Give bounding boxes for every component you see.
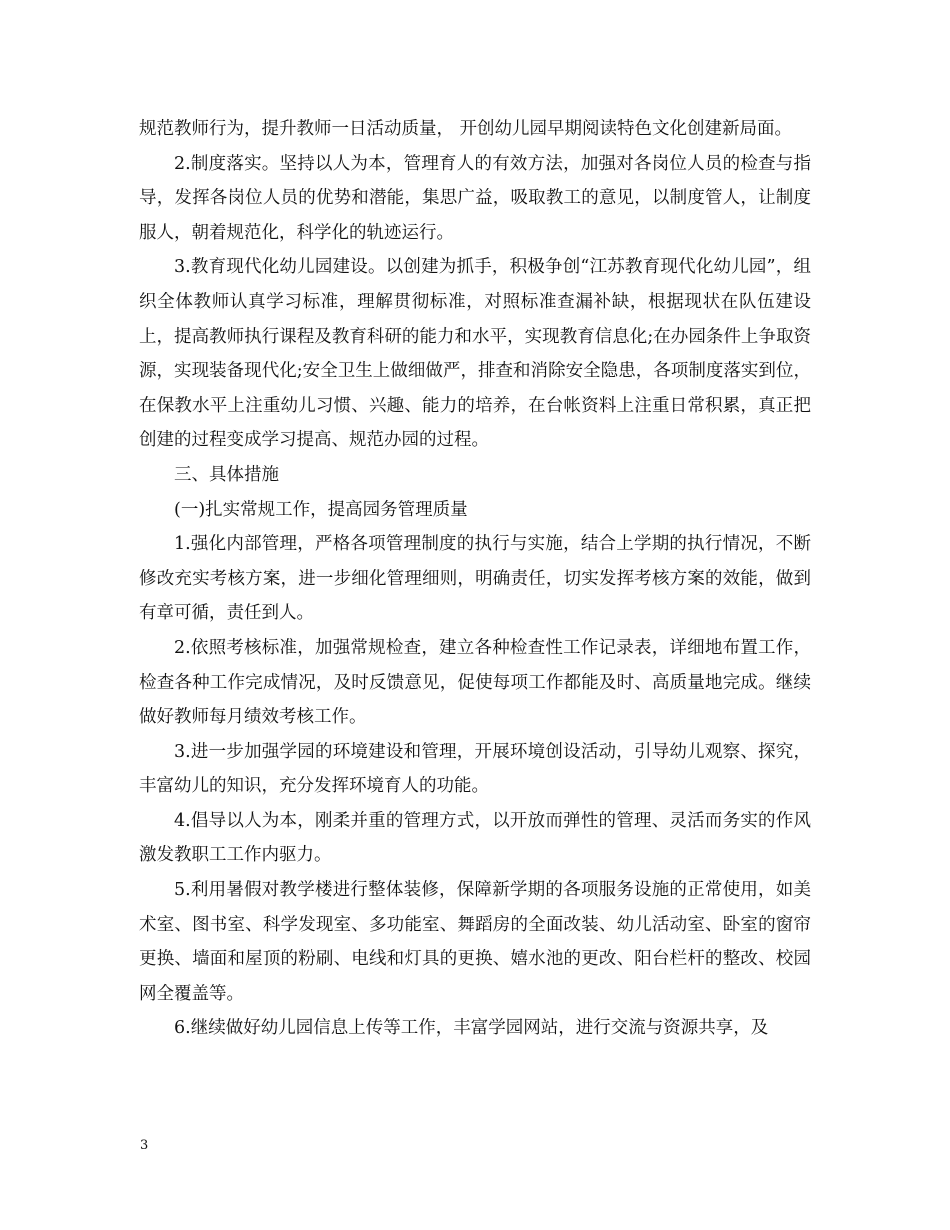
paragraph-item-6: 6.继续做好幼儿园信息上传等工作，丰富学园网站，进行交流与资源共享，及 — [174, 1018, 769, 1039]
page-number: 3 — [140, 1138, 149, 1153]
paragraph-continuation: 规范教师行为，提升教师一日活动质量， 开创幼儿园早期阅读特色文化创建新局面。 — [139, 119, 793, 139]
paragraph-institution-implementation: 2.制度落实。坚持以人为本，管理育人的有效方法，加强对各岗位人员的检查与指导，发挥各岗位人员的优势和潜能，集思广益，吸取教工的意见，以制度管人，让制度服人，朝着规范化，科学化的轨迹运行。 — [139, 153, 811, 243]
paragraph-item-4: 4.倡导以人为本，刚柔并重的管理方式，以开放而弹性的管理、灵活而务实的作风激发教职工工作内驱力。 — [139, 810, 811, 866]
document-body — [139, 112, 811, 1046]
paragraph-item-1: 1.强化内部管理，严格各项管理制度的执行与实施，结合上学期的执行情况，不断修改充实考核方案，进一步细化管理细则，明确责任，切实发挥考核方案的效能，做到有章可循，责任到人。 — [139, 534, 811, 624]
paragraph-item-3: 3.进一步加强学园的环境建设和管理，开展环境创设活动，引导幼儿观察、探究，丰富幼儿的知识，充分发挥环境育人的功能。 — [139, 741, 811, 797]
subsection-heading-routine-work: (一)扎实常规工作，提高园务管理质量 — [174, 499, 468, 520]
paragraph-item-2: 2.依照考核标准，加强常规检查，建立各种检查性工作记录表，详细地布置工作，检查各种工作完成情况，及时反馈意见，促使每项工作都能及时、高质量地完成。继续做好教师每月绩效考核工作。 — [139, 637, 811, 728]
paragraph-modernization: 3.教育现代化幼儿园建设。以创建为抓手，积极争创“江苏教育现代化幼儿园”，组织全体教师认真学习标准，理解贯彻标准，对照标准查漏补缺，根据现状在队伍建设上，提高教师执行课程及教育科研的能力和水平，实现教育信息化;在办园条件上争取资源，实现装备现代化;安全卫生上做细做严，排查和消除安全隐患，各项制度落实到位，在保教水平上注重幼儿习惯、兴趣、能力的培养，在台帐资料上注重日常积累，真正把创建的过程变成学习提高、规范办园的过程。 — [139, 257, 811, 451]
paragraph-item-5: 5.利用暑假对教学楼进行整体装修，保障新学期的各项服务设施的正常使用，如美术室、图书室、科学发现室、多功能室、舞蹈房的全面改装、幼儿活动室、卧室的窗帘更换、墙面和屋顶的粉刷、电线和灯具的更换、嬉水池的更改、阳台栏杆的整改、校园网全覆盖等。 — [139, 880, 811, 1004]
section-heading-measures: 三、具体措施 — [174, 464, 279, 485]
